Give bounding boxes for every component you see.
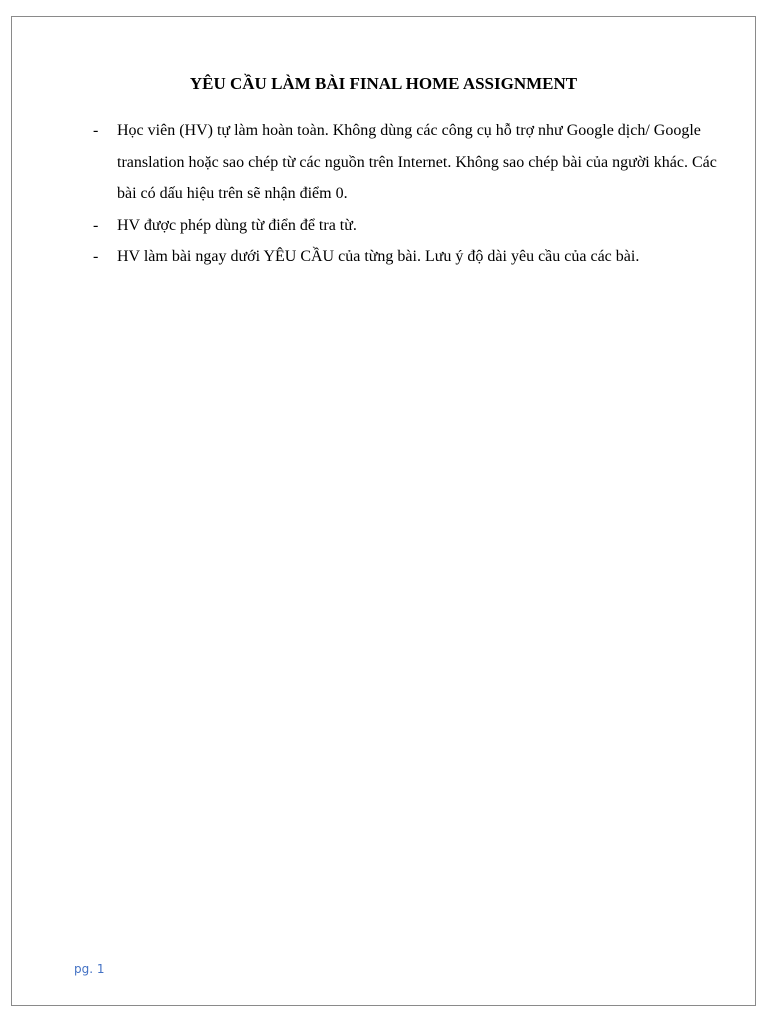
requirements-list [93,115,723,273]
list-item [93,241,723,273]
list-item [93,115,723,210]
list-item [93,210,723,242]
list-item-text: Học viên (HV) tự làm hoàn toàn. Không dùng các công cụ hỗ trợ như Google dịch/ Google translation hoặc sao chép từ các nguồn trên Internet. Không sao chép bài của người khác. Các bài có dấu hiệu trên sẽ nhận điểm 0. [117,122,717,202]
bullet-dash: - [93,122,99,139]
document-title: YÊU CẦU LÀM BÀI FINAL HOME ASSIGNMENT [189,74,578,93]
list-item-text: HV được phép dùng từ điển để tra từ. [117,216,357,234]
page-number: pg. 1 [74,962,105,976]
document-page [11,16,756,1006]
list-item-text: HV làm bài ngay dưới YÊU CẦU của từng bài. Lưu ý độ dài yêu cầu của các bài. [117,248,640,265]
bullet-dash: - [93,248,99,265]
bullet-dash: - [93,216,99,234]
